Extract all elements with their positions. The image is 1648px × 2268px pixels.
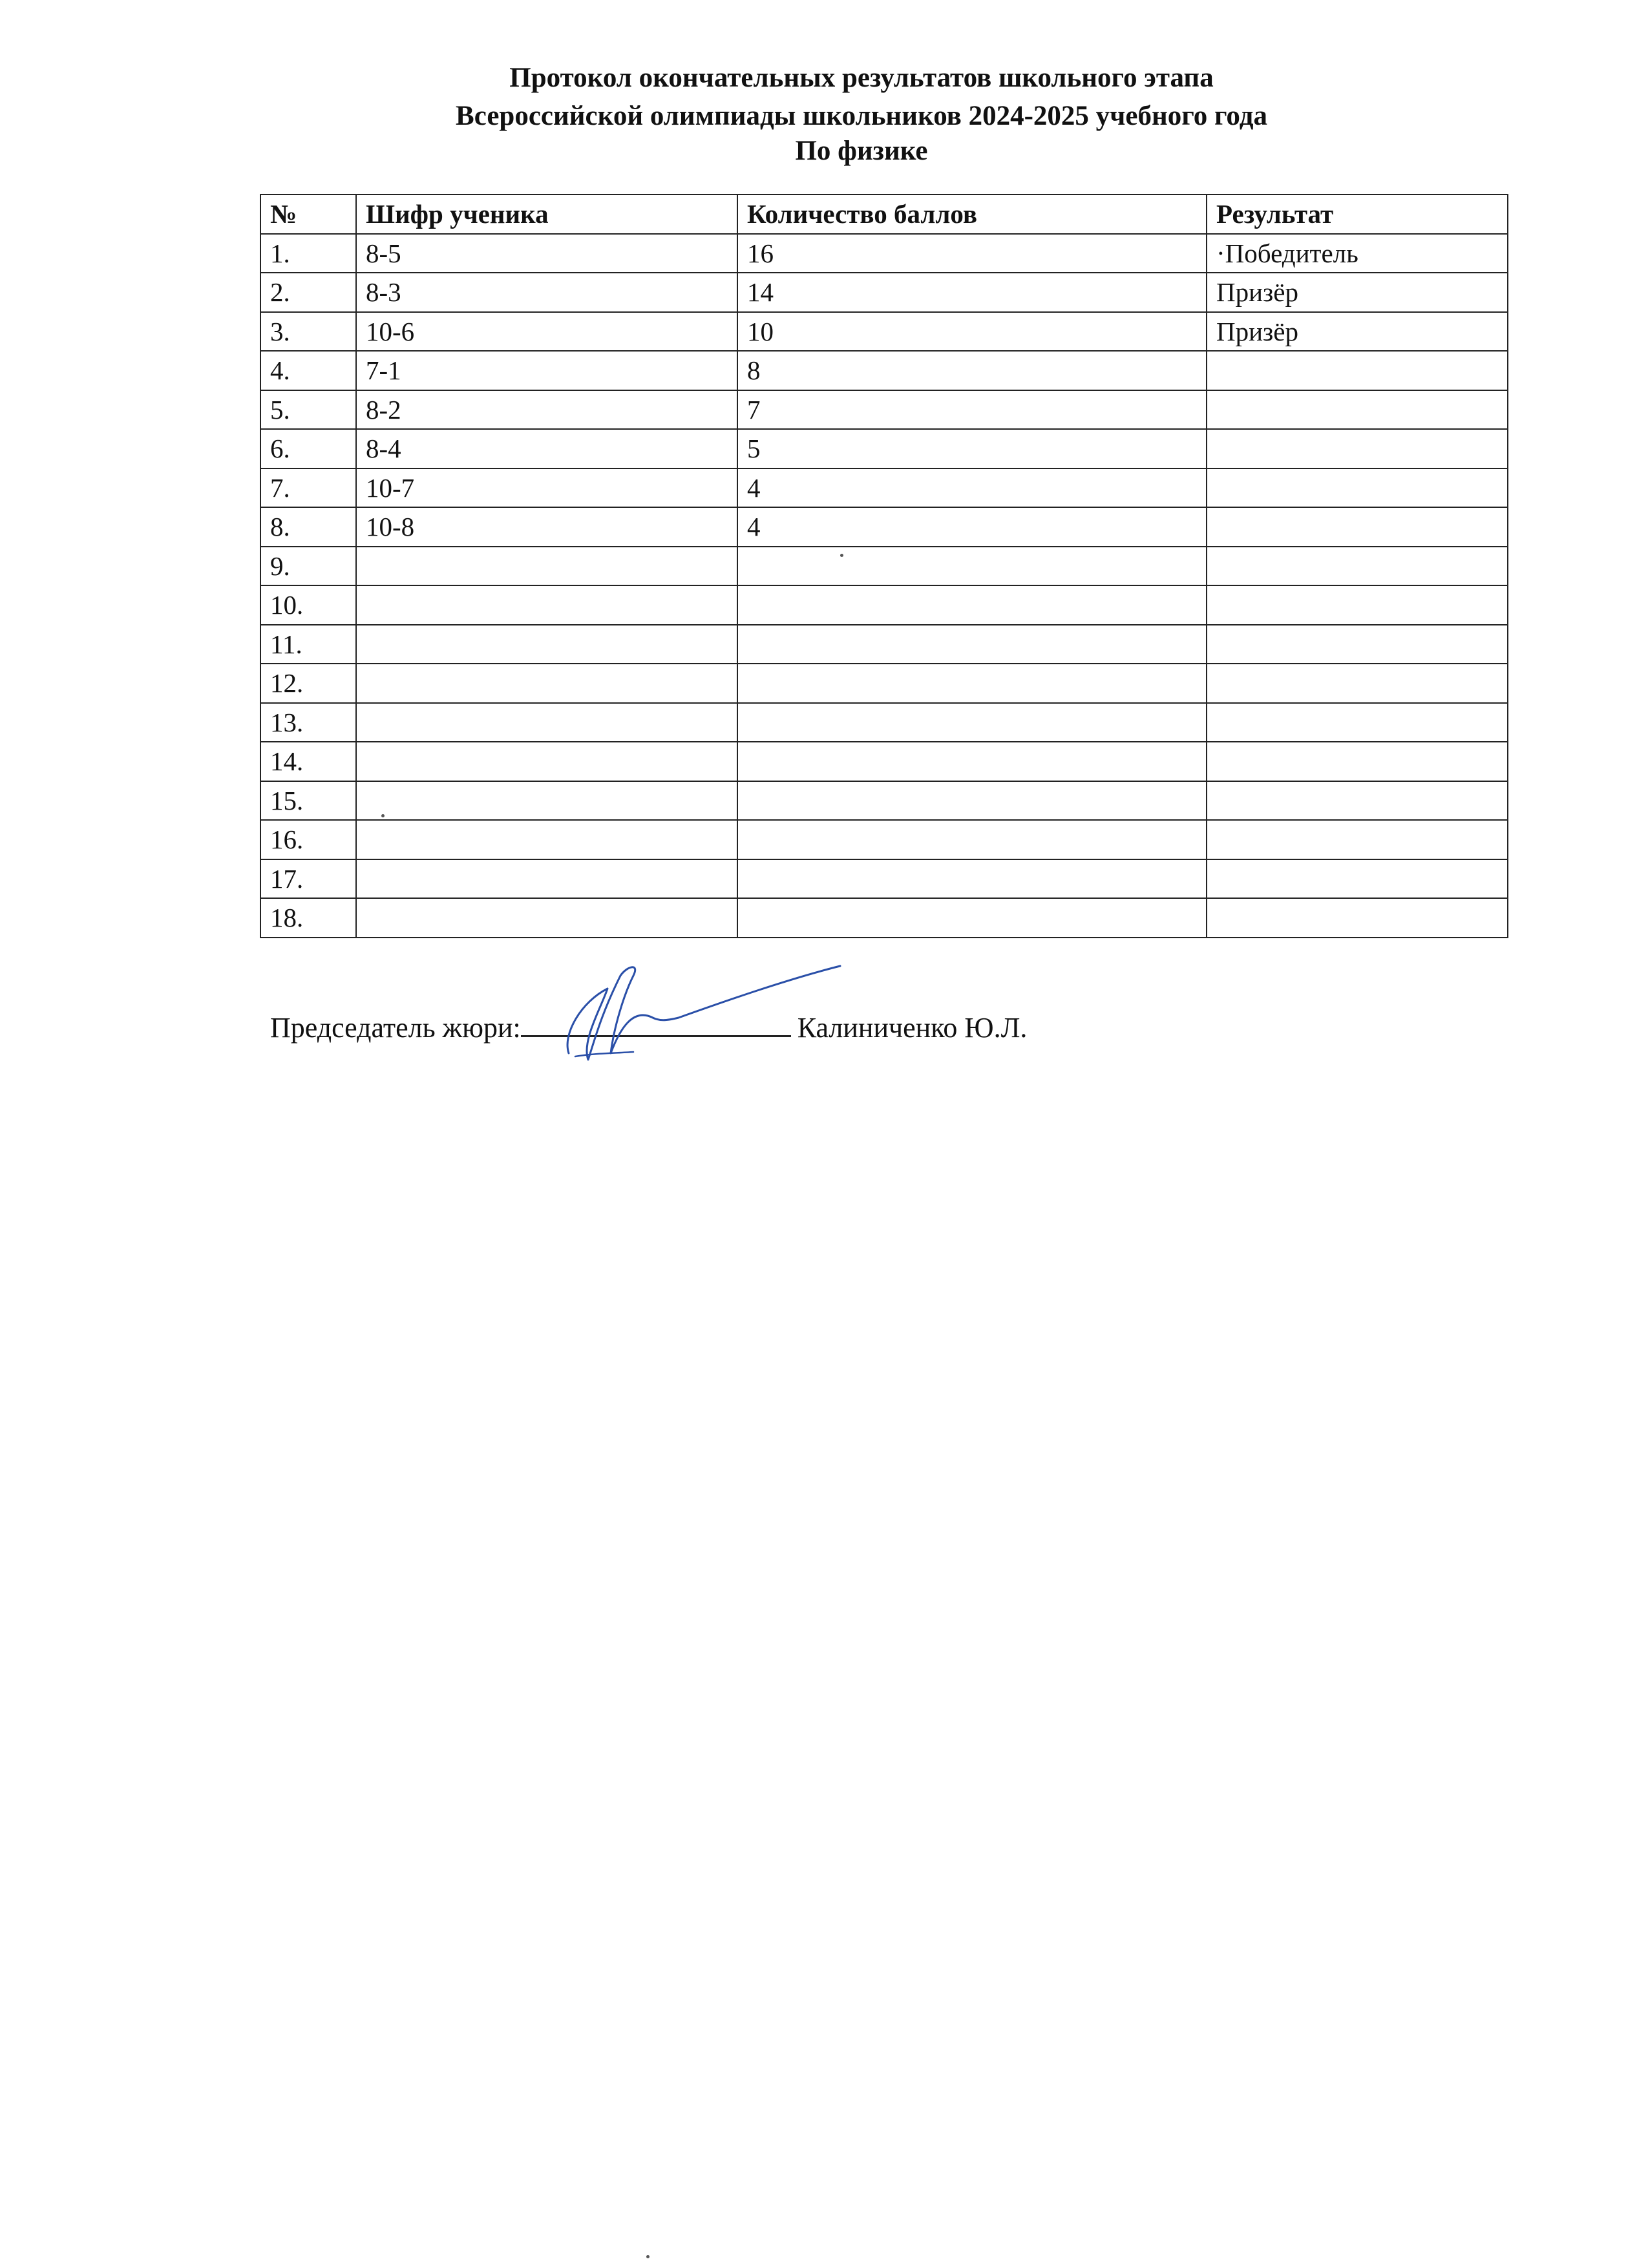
results-table [260, 194, 1508, 938]
cell-code: 8-5 [356, 234, 737, 273]
cell-code [356, 859, 737, 899]
scan-speck [646, 2255, 650, 2258]
table-row [260, 625, 1508, 664]
table-row [260, 742, 1508, 781]
cell-code: 8-4 [356, 429, 737, 468]
cell-score: 7 [737, 390, 1207, 430]
cell-num: 17. [260, 859, 356, 899]
table-row [260, 703, 1508, 742]
table-row [260, 351, 1508, 390]
header-num: № [260, 194, 356, 234]
table-row [260, 664, 1508, 703]
cell-num: 15. [260, 781, 356, 821]
cell-num: 6. [260, 429, 356, 468]
cell-result [1207, 390, 1508, 430]
cell-result [1207, 742, 1508, 781]
cell-num: 2. [260, 273, 356, 312]
cell-score: 5 [737, 429, 1207, 468]
cell-result [1207, 781, 1508, 821]
cell-code [356, 820, 737, 859]
cell-num: 3. [260, 312, 356, 352]
title-line-1: Протокол окончательных результатов школьного этапа [509, 63, 1214, 93]
cell-num: 9. [260, 547, 356, 586]
cell-result [1207, 820, 1508, 859]
cell-score: 14 [737, 273, 1207, 312]
cell-num: 11. [260, 625, 356, 664]
cell-code: 10-8 [356, 507, 737, 547]
cell-score [737, 547, 1207, 586]
header-code: Шифр ученика [356, 194, 737, 234]
cell-score [737, 820, 1207, 859]
title-line-3: По физике [795, 136, 928, 166]
table-row [260, 390, 1508, 430]
scan-speck [840, 554, 843, 557]
cell-code [356, 547, 737, 586]
cell-code: 8-2 [356, 390, 737, 430]
cell-code [356, 664, 737, 703]
cell-score: 8 [737, 351, 1207, 390]
cell-score [737, 898, 1207, 938]
cell-result: Призёр [1207, 273, 1508, 312]
table-row [260, 468, 1508, 508]
cell-result [1207, 507, 1508, 547]
cell-num: 14. [260, 742, 356, 781]
cell-score [737, 585, 1207, 625]
title-line-2: Всероссийской олимпиады школьников 2024-2025 учебного года [456, 101, 1267, 131]
header-result: Результат [1207, 194, 1508, 234]
cell-num: 12. [260, 664, 356, 703]
cell-result [1207, 625, 1508, 664]
cell-code: 7-1 [356, 351, 737, 390]
cell-result [1207, 429, 1508, 468]
table-body [260, 234, 1508, 938]
cell-result: Призёр [1207, 312, 1508, 352]
table-row [260, 820, 1508, 859]
cell-code [356, 703, 737, 742]
cell-result [1207, 468, 1508, 508]
table-row [260, 312, 1508, 352]
cell-result [1207, 859, 1508, 899]
table-header-row [260, 194, 1508, 234]
cell-score [737, 703, 1207, 742]
cell-result [1207, 547, 1508, 586]
header-score: Количество баллов [737, 194, 1207, 234]
table-row [260, 429, 1508, 468]
table-row [260, 273, 1508, 312]
cell-code: 10-7 [356, 468, 737, 508]
table-row [260, 547, 1508, 586]
cell-result [1207, 703, 1508, 742]
chair-name: Калиниченко Ю.Л. [797, 1012, 1028, 1044]
cell-code [356, 742, 737, 781]
cell-num: 4. [260, 351, 356, 390]
cell-code [356, 625, 737, 664]
table-row [260, 898, 1508, 938]
cell-num: 18. [260, 898, 356, 938]
cell-score [737, 625, 1207, 664]
cell-num: 13. [260, 703, 356, 742]
cell-score [737, 781, 1207, 821]
table-row [260, 859, 1508, 899]
cell-score [737, 859, 1207, 899]
table-row [260, 585, 1508, 625]
cell-num: 1. [260, 234, 356, 273]
cell-result: ·Победитель [1207, 234, 1508, 273]
table-row [260, 781, 1508, 821]
cell-result [1207, 664, 1508, 703]
cell-code [356, 585, 737, 625]
cell-num: 7. [260, 468, 356, 508]
cell-num: 16. [260, 820, 356, 859]
cell-num: 10. [260, 585, 356, 625]
cell-score: 4 [737, 507, 1207, 547]
cell-num: 5. [260, 390, 356, 430]
cell-num: 8. [260, 507, 356, 547]
scan-speck [381, 814, 385, 817]
cell-score [737, 664, 1207, 703]
cell-score [737, 742, 1207, 781]
cell-score: 16 [737, 234, 1207, 273]
cell-result [1207, 898, 1508, 938]
cell-code [356, 898, 737, 938]
cell-score: 4 [737, 468, 1207, 508]
table-row [260, 507, 1508, 547]
cell-result [1207, 351, 1508, 390]
cell-result [1207, 585, 1508, 625]
cell-code [356, 781, 737, 821]
cell-code: 10-6 [356, 312, 737, 352]
cell-score: 10 [737, 312, 1207, 352]
table-row [260, 234, 1508, 273]
chair-label: Председатель жюри: [270, 1012, 521, 1044]
signature-icon [556, 956, 853, 1066]
cell-code: 8-3 [356, 273, 737, 312]
